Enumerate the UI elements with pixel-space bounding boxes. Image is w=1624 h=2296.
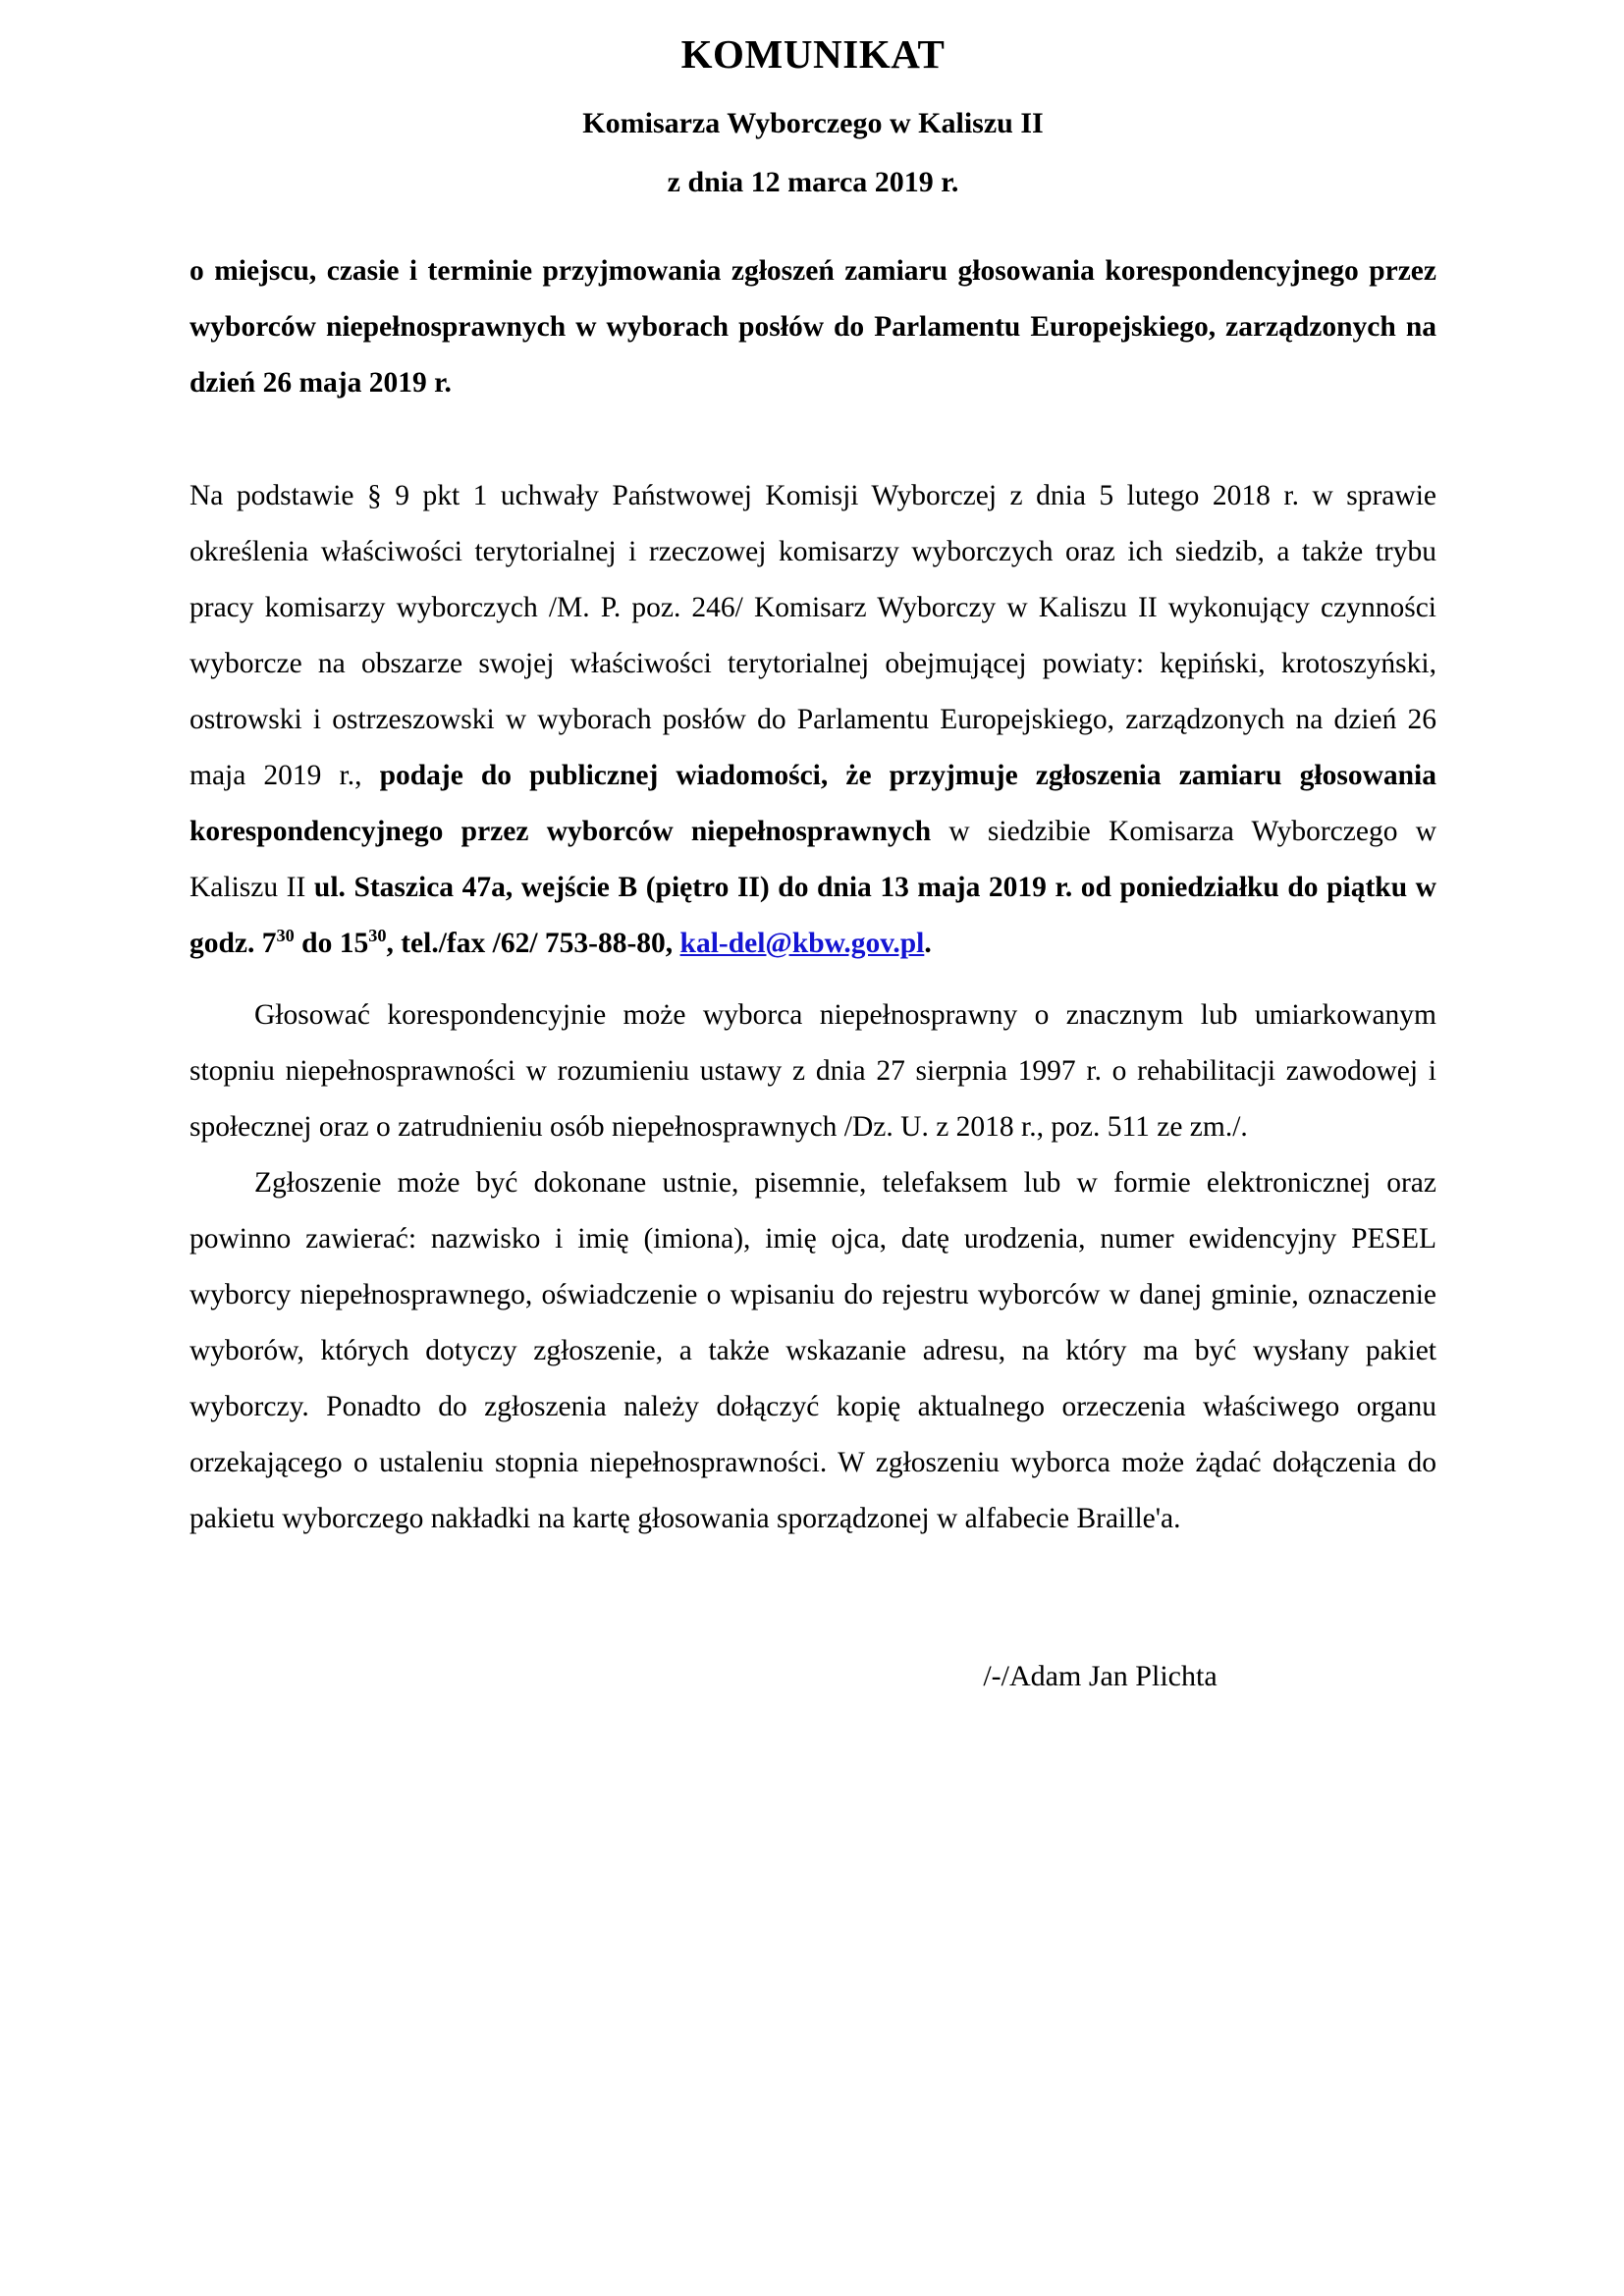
email-link[interactable]: kal-del@kbw.gov.pl (679, 928, 925, 960)
intro-paragraph: o miejscu, czasie i terminie przyjmowania zgłoszeń zamiaru głosowania korespondencyjnego przez wyborców niepełnosprawnych w wyborach posłów do Parlamentu Europejskiego, zarządzonych na dzień 26 maja 2019 r. (189, 255, 1436, 400)
email-trailing-period: . (924, 928, 932, 960)
eligibility-paragraph: Głosować korespondencyjnie może wyborca niepełnosprawny o znacznym lub umiarkowanym stopniu niepełnosprawności w rozumieniu ustawy z dnia 27 sierpnia 1997 r. o rehabilitacji zawodowej i społecznej oraz o zatrudnieniu osób niepełnosprawnych /Dz. U. z 2018 r., poz. 511 ze zm./. (189, 999, 1436, 1144)
legal-basis-paragraph (189, 468, 1436, 972)
document-date: z dnia 12 marca 2019 r. (667, 165, 959, 198)
spacer (189, 411, 1436, 468)
announcement-phone-bold: , tel./fax /62/ 753-88-80, (386, 928, 680, 960)
announcement-bold-3: do 15 (294, 928, 369, 960)
sup-30-close: 30 (368, 926, 387, 946)
legal-basis-text: Na podstawie § 9 pkt 1 uchwały Państwowej Komisji Wyborczej z dnia 5 lutego 2018 r. w sprawie określenia właściwości terytorialnej i rzeczowej komisarzy wyborczych oraz ich siedzib, a także trybu pracy komisarzy wyborczych /M. P. poz. 246/ Komisarz Wyborczy w Kaliszu II wykonujący czynności wyborcze na obszarze swojej właściwości terytorialnej obejmującej powiaty: kępiński, krotoszyński, ostrowski i ostrzeszowski w wyborach posłów do Parlamentu Europejskiego, zarządzonych na dzień 26 maja 2019 r., (189, 480, 1436, 792)
submission-requirements-paragraph: Zgłoszenie może być dokonane ustnie, pisemnie, telefaksem lub w formie elektronicznej oraz powinno zawierać: nazwisko i imię (imiona), imię ojca, datę urodzenia, numer ewidencyjny PESEL wyborcy niepełnosprawnego, oświadczenie o wpisaniu do rejestru wyborców w danej gminie, oznaczenie wyborów, których dotyczy zgłoszenie, a także wskazanie adresu, na który ma być wysłany pakiet wyborczy. Ponadto do zgłoszenia należy dołączyć kopię aktualnego orzeczenia właściwego organu orzekającego o ustaleniu stopnia niepełnosprawności. W zgłoszeniu wyborca może żądać dołączenia do pakietu wyborczego nakładki na kartę głosowania sporządzonej w alfabecie Braille'a. (189, 1167, 1436, 1535)
signature-block (189, 1657, 1436, 1695)
time-superscript-2 (368, 928, 386, 959)
signature-name: /-/Adam Jan Plichta (983, 1660, 1218, 1693)
document-subtitle: Komisarza Wyborczego w Kaliszu II (582, 107, 1044, 140)
sup-30-open: 30 (276, 926, 295, 946)
announcement-bold-1: podaje do publicznej wiadomości, że przyjmuje zgłoszenia zamiaru głosowania korespondencyjnego przez wyborców niepełnosprawnych (189, 760, 1436, 848)
document-title: KOMUNIKAT (680, 31, 946, 77)
time-superscript-1 (277, 928, 295, 959)
announcement-address-bold: ul. Staszica 47a, wejście B (piętro II) do dnia 13 maja 2019 r. od poniedziałku do piątku w godz. 7 (189, 872, 1436, 960)
document-content (189, 29, 1436, 1695)
announcement-plain-1: w siedzibie Komisarza Wyborczego w Kaliszu II (189, 816, 1436, 904)
spacer (189, 972, 1436, 988)
